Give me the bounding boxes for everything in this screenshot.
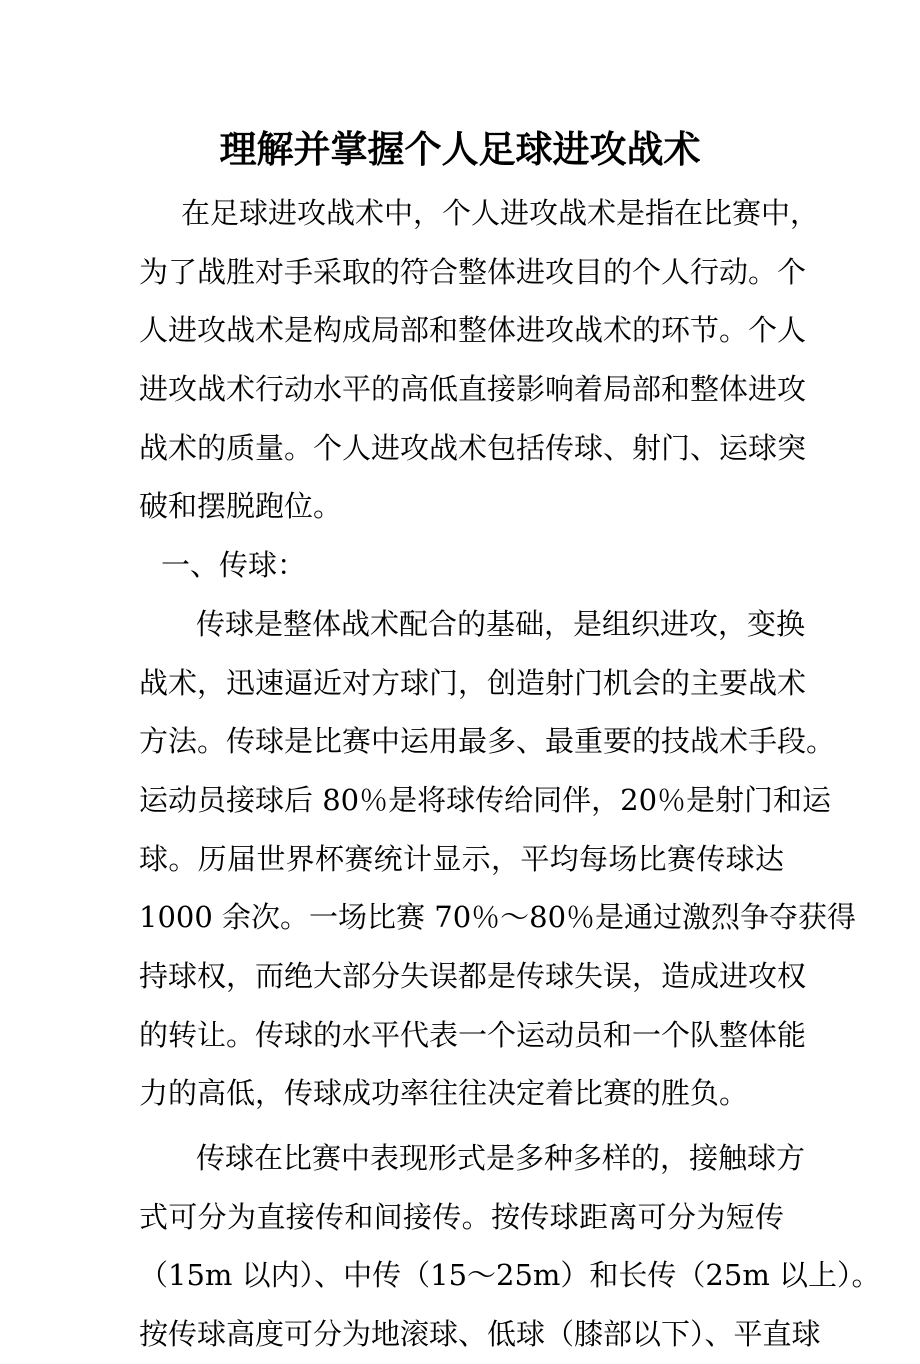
document-body — [139, 184, 881, 1364]
text-line: 球。历届世界杯赛统计显示，平均每场比赛传球达 — [139, 841, 784, 876]
text-line: 破和摆脱跑位。 — [139, 489, 343, 524]
text-line: 持球权，而绝大部分失误都是传球失误，造成进攻权 — [139, 958, 807, 993]
text-line: 战术的质量。个人进攻战术包括传球、射门、运球突 — [139, 430, 807, 465]
text-line: 战术，迅速逼近对方球门，创造射门机会的主要战术 — [139, 665, 807, 700]
text-line: 为了战胜对手采取的符合整体进攻目的个人行动。个 — [139, 254, 807, 289]
text-line: 传球在比赛中表现形式是多种多样的，接触球方 — [196, 1141, 806, 1175]
text-line: （15m 以内）、中传（15～25m）和长传（25m 以上）。 — [139, 1258, 881, 1293]
text-line: 人进攻战术是构成局部和整体进攻战术的环节。个人 — [139, 313, 807, 348]
text-line: 1000 余次。一场比赛 70％～80％是通过激烈争夺获得 — [139, 900, 857, 935]
text-line: 方法。传球是比赛中运用最多、最重要的技战术手段。 — [139, 724, 836, 759]
text-line: 式可分为直接传和间接传。按传球距离可分为短传 — [139, 1199, 784, 1234]
text-line: 运动员接球后 80％是将球传给同伴，20％是射门和运 — [139, 782, 832, 817]
section-heading: 一、传球： — [161, 548, 307, 583]
text-line: 的转让。传球的水平代表一个运动员和一个队整体能 — [139, 1017, 807, 1052]
document-title: 理解并掌握个人足球进攻战术 — [219, 128, 701, 171]
text-line: 力的高低，传球成功率往往决定着比赛的胜负。 — [139, 1076, 749, 1111]
text-line: 传球是整体战术配合的基础，是组织进攻，变换 — [196, 606, 806, 641]
text-line: 按传球高度可分为地滚球、低球（膝部以下）、平直球 — [139, 1317, 821, 1352]
text-line: 在足球进攻战术中，个人进攻战术是指在比赛中， — [181, 196, 820, 230]
section-passing — [139, 536, 881, 1364]
passing-paragraph-1 — [139, 595, 857, 1123]
passing-paragraph-2 — [139, 1129, 881, 1364]
intro-paragraph — [139, 184, 820, 536]
text-line: 进攻战术行动水平的高低直接影响着局部和整体进攻 — [139, 372, 807, 407]
